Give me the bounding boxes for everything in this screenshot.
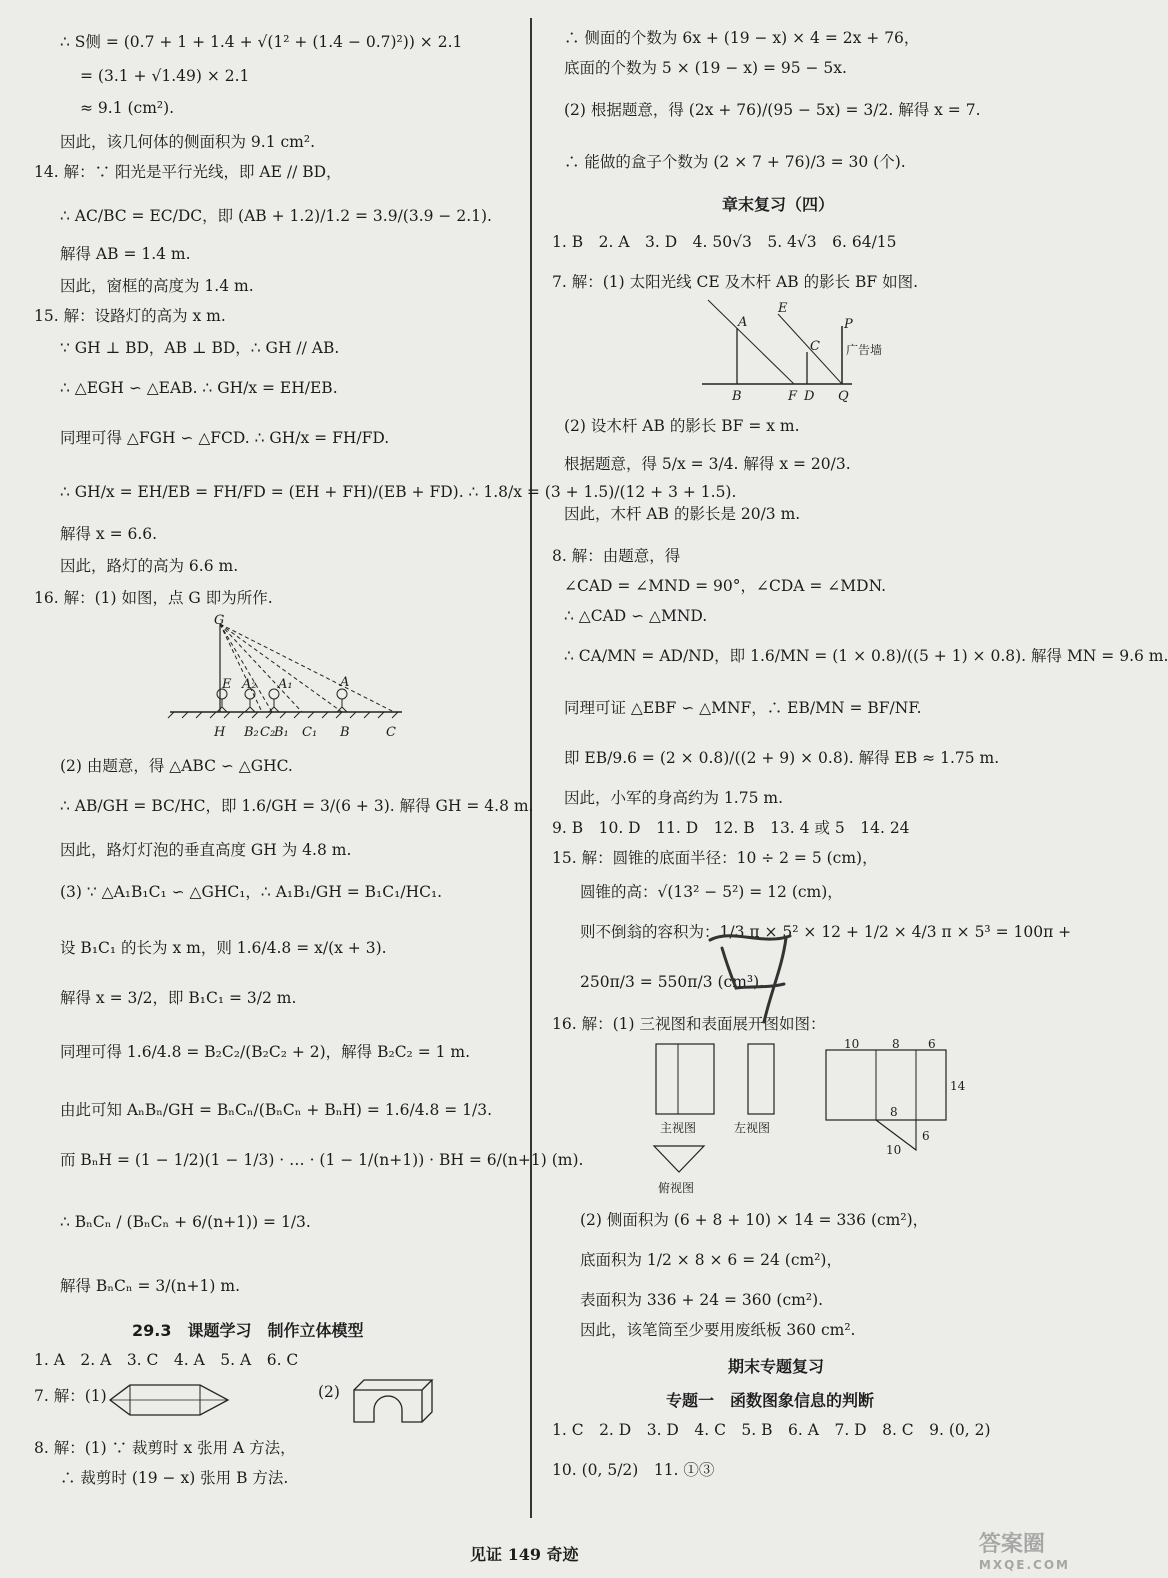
watermark-url: MXQE.COM [978,1558,1070,1572]
text-line: ∴ CA/MN = AD/ND，即 1.6/MN = (1 × 0.8)/((5 + 1) × 0.8). 解得 MN = 9.6 m. [564,647,1168,665]
text-line: 由此可知 AₙBₙ/GH = BₙCₙ/(BₙCₙ + BₙH) = 1.6/4.8 = 1/3. [60,1101,493,1119]
handwriting-scribble [702,918,802,1028]
text-line: (2) 设木杆 AB 的影长 BF = x m. [564,417,800,435]
text-line: 而 BₙH = (1 − 1/2)(1 − 1/3) · … · (1 − 1/(n+1)) · BH = 6/(n+1) (m). [60,1151,584,1169]
text-line: ∴ 能做的盒子个数为 (2 × 7 + 76)/3 = 30 (个). [564,153,906,171]
fig-label: C [810,339,820,354]
text-line: 解得 x = 3/2，即 B₁C₁ = 3/2 m. [60,989,297,1007]
final-review-title: 期末专题复习 [728,1357,825,1376]
text-line: 8. 解：(1) ∵ 裁剪时 x 张用 A 方法， [34,1439,296,1457]
text-line: ∴ AC/BC = EC/DC，即 (AB + 1.2)/1.2 = 3.9/(3.9 − 2.1). [60,207,492,225]
answer-line: 1. A 2. A 3. C 4. A 5. A 6. C [34,1351,299,1369]
text-line: ∴ S侧 = (0.7 + 1 + 1.4 + √(1² + (1.4 − 0.7)²)) × 2.1 [60,33,463,51]
fig-label: G [214,613,225,628]
text-line: ∴ GH/x = EH/EB = FH/FD = (EH + FH)/(EB + FD). ∴ 1.8/x = (3 + 1.5)/(12 + 3 + 1.5). [60,483,737,501]
dim-label: 10 [844,1037,860,1051]
fig-label: B [732,389,742,404]
text-line: 250π/3 = 550π/3 (cm³). [580,973,765,991]
fig-label: A₁ [278,677,293,692]
watermark-text: 答案圈 [978,1532,1045,1557]
view-label: 俯视图 [658,1181,695,1195]
text-line: ∠CAD = ∠MND = 90°，∠CDA = ∠MDN. [564,577,887,595]
fig-label: D [804,389,815,404]
answer-line: 9. B 10. D 11. D 12. B 13. 4 或 5 14. 24 [552,819,910,837]
text-line: 14. 解：∵ 阳光是平行光线，即 AE // BD， [34,163,342,181]
text-line: 因此，木杆 AB 的影长是 20/3 m. [564,505,801,523]
text-line: 因此，路灯的高为 6.6 m. [60,557,239,575]
text-line: 底面积为 1/2 × 8 × 6 = 24 (cm²)， [580,1251,842,1269]
answer-line: 1. C 2. D 3. D 4. C 5. B 6. A 7. D 8. C 9. (0, 2) [552,1421,991,1439]
text-line: 同理可得 △FGH ∽ △FCD. ∴ GH/x = FH/FD. [60,429,390,447]
three-views-figure [642,1036,972,1204]
text-line: ∴ AB/GH = BC/HC，即 1.6/GH = 3/(6 + 3). 解得 GH = 4.8 m. [60,797,534,815]
fig-label: 广告墙 [846,343,883,357]
text-line: (2) 由题意，得 △ABC ∽ △GHC. [60,757,293,775]
text-line: 设 B₁C₁ 的长为 x m，则 1.6/4.8 = x/(x + 3). [60,939,387,957]
text-line: 解得 x = 6.6. [60,525,158,543]
text-line: (2) 根据题意，得 (2x + 76)/(95 − 5x) = 3/2. 解得 x = 7. [564,101,981,119]
lamp-shadow-figure [162,612,437,744]
dim-label: 6 [922,1129,930,1143]
text-line: 7. 解：(1) 太阳光线 CE 及木杆 AB 的影长 BF 如图. [552,273,918,291]
text-line: = (3.1 + √1.49) × 2.1 [80,67,250,85]
text-line: ∴ △EGH ∽ △EAB. ∴ GH/x = EH/EB. [60,379,338,397]
text-line: 解得 BₙCₙ = 3/(n+1) m. [60,1277,240,1295]
view-label: 主视图 [660,1121,697,1135]
text-line: 即 EB/9.6 = (2 × 0.8)/((2 + 9) × 0.8). 解得 EB ≈ 1.75 m. [564,749,1000,767]
text-line: 同理可证 △EBF ∽ △MNF，∴ EB/MN = BF/NF. [564,699,922,717]
dim-label: 14 [950,1079,966,1093]
text-line: 根据题意，得 5/x = 3/4. 解得 x = 20/3. [564,455,851,473]
text-line: 7. 解：(1) [34,1387,107,1405]
text-line: ∴ BₙCₙ / (BₙCₙ + 6/(n+1)) = 1/3. [60,1213,311,1231]
fig-label: E [222,677,232,692]
text-line: ∴ △CAD ∽ △MND. [564,607,708,625]
text-line: 底面的个数为 5 × (19 − x) = 95 − 5x. [564,59,847,77]
watermark [979,1527,1070,1572]
fig-label: C₁ [302,725,318,740]
text-line: ∴ 侧面的个数为 6x + (19 − x) × 4 = 2x + 76， [564,29,920,47]
text-line: 因此，该几何体的侧面积为 9.1 cm². [60,133,316,151]
fig-label: P [844,317,853,332]
fig-label: B₁ [274,725,289,740]
text-line: 圆锥的高：√(13² − 5²) = 12 (cm)， [580,883,843,901]
text-line: ∵ GH ⊥ BD，AB ⊥ BD，∴ GH // AB. [60,339,340,357]
text-line: 因此，小军的身高约为 1.75 m. [564,789,783,807]
view-label: 左视图 [734,1121,771,1135]
text-line: 16. 解：(1) 三视图和表面展开图如图： [552,1015,826,1033]
arch-model-figure [350,1376,440,1426]
text-line: 因此，窗框的高度为 1.4 m. [60,277,254,295]
dim-label: 8 [890,1105,898,1119]
fig-label: Q [838,389,849,404]
text-line: 表面积为 336 + 24 = 360 (cm²). [580,1291,824,1309]
text-line: 同理可得 1.6/4.8 = B₂C₂/(B₂C₂ + 2)，解得 B₂C₂ = 1 m. [60,1043,471,1061]
chapter-title: 章末复习（四） [722,195,835,214]
dim-label: 8 [892,1037,900,1051]
section-title: 29.3 课题学习 制作立体模型 [132,1321,364,1340]
text-line: ≈ 9.1 (cm²). [80,99,175,117]
text-line: 15. 解：设路灯的高为 x m. [34,307,226,325]
fig-label: C₂ [260,725,276,740]
fig-label: A [340,675,350,690]
fig-label: H [214,725,226,740]
fig-label: A [738,315,748,330]
text-line: (2) 侧面积为 (6 + 8 + 10) × 14 = 336 (cm²)， [580,1211,929,1229]
text-line: (3) ∵ △A₁B₁C₁ ∽ △GHC₁，∴ A₁B₁/GH = B₁C₁/HC₁. [60,883,443,901]
fig-label: C [386,725,396,740]
column-divider [530,18,532,1518]
fig-label: E [778,301,788,316]
text-line: (2) [318,1383,340,1401]
answer-line: 1. B 2. A 3. D 4. 50√3 5. 4√3 6. 64/15 [552,233,897,251]
topic-title: 专题一 函数图象信息的判断 [666,1391,875,1410]
fig-label: B₂ [244,725,259,740]
text-line: 16. 解：(1) 如图，点 G 即为所作. [34,589,273,607]
sun-shadow-figure [702,298,912,408]
text-line: 解得 AB = 1.4 m. [60,245,191,263]
text-line: 8. 解：由题意，得 [552,547,681,565]
text-line: 则不倒翁的容积为：1/3 π × 5² × 12 + 1/2 × 4/3 π × 5³ = 100π + [580,923,1072,941]
dim-label: 10 [886,1143,902,1157]
text-line: 因此，该笔筒至少要用废纸板 360 cm². [580,1321,856,1339]
answer-line: 10. (0, 5/2) 11. ①③ [552,1461,715,1479]
text-line: 15. 解：圆锥的底面半径：10 ÷ 2 = 5 (cm)， [552,849,878,867]
fig-label: A₂ [242,677,257,692]
text-line: ∴ 裁剪时 (19 − x) 张用 B 方法. [60,1469,289,1487]
fig-label: B [340,725,350,740]
dim-label: 6 [928,1037,936,1051]
page-footer: 见证 149 奇迹 [470,1545,579,1564]
fig-label: F [788,389,798,404]
prism-model-figure [108,1380,238,1420]
text-line: 因此，路灯灯泡的垂直高度 GH 为 4.8 m. [60,841,352,859]
